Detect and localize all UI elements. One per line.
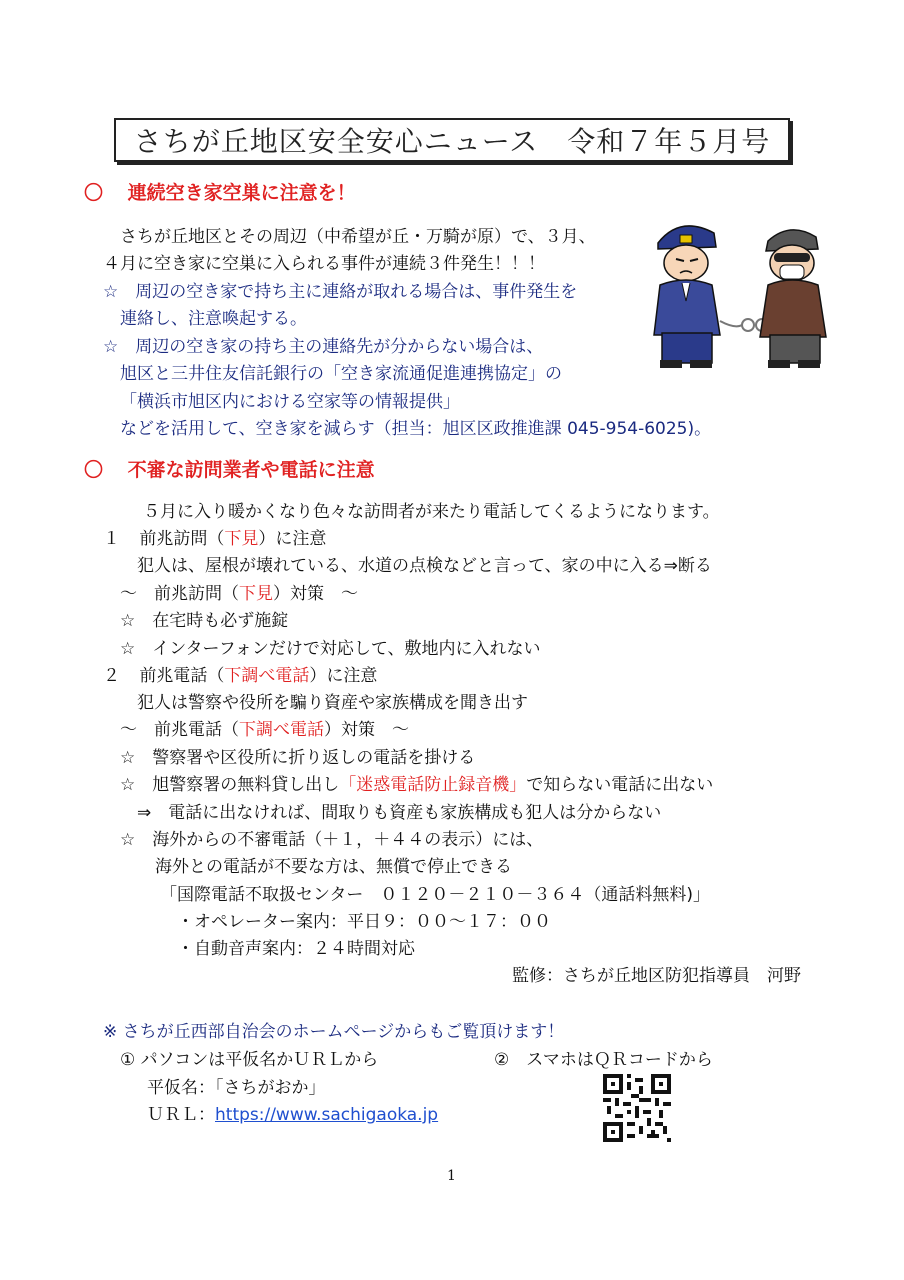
title-box <box>114 118 790 162</box>
item2-measure-pre: ～ 前兆電話（ <box>120 720 239 740</box>
item2-number: ２ <box>103 666 120 686</box>
section1-line-8: などを活用して、空き家を減らす（担当：旭区区政推進課 045-954-6025)。 <box>120 419 712 439</box>
item1-number: １ <box>103 529 120 549</box>
section1-heading: 連続空き家空巣に注意を！ <box>127 182 356 204</box>
section1-line-7: 「横浜市旭区内における空家等の情報提供」 <box>120 392 460 412</box>
item1-post: ）に注意 <box>258 529 327 549</box>
item1-measure-post: ）対策 ～ <box>273 584 358 604</box>
hours-operator: ・オペレーター案内：平日９：００～１７：００ <box>177 912 551 932</box>
section1-line-4: 連絡し、注意喚起する。 <box>120 309 307 329</box>
section1-line-3: ☆ 周辺の空き家で持ち主に連絡が取れる場合は、事件発生を <box>103 282 578 302</box>
item1-desc: 犯人は、屋根が壊れている、水道の点検などと言って、家の中に入る⇒断る <box>137 556 712 576</box>
item2-measure <box>120 715 409 740</box>
page-title: さちが丘地区安全安心ニュース 令和７年５月号 <box>133 125 771 158</box>
item2-tip-2-red: 「迷惑電話防止録音機」 <box>339 775 527 795</box>
item2-tip-3-sub: 海外との電話が不要な方は、無償で停止できる <box>155 857 512 877</box>
item2-post: ）に注意 <box>309 666 378 686</box>
section2-heading-row <box>84 455 375 482</box>
hours-auto: ・自動音声案内：２４時間対応 <box>177 939 415 959</box>
section1-bullet: 〇 <box>84 182 104 204</box>
item1-measure-red: 下見 <box>239 584 273 604</box>
item2-tip-2 <box>120 770 713 795</box>
item2-tip-2-pre: ☆ 旭警察署の無料貸し出し <box>120 775 340 795</box>
page-number: 1 <box>447 1168 456 1184</box>
section1-line-6: 旭区と三井住友信託銀行の「空き家流通促進連携協定」の <box>120 364 562 384</box>
item1-tip-1: ☆ 在宅時も必ず施錠 <box>120 611 289 631</box>
item1-title <box>103 524 326 549</box>
homepage-link[interactable]: https://www.sachigaoka.jp <box>215 1105 439 1125</box>
item2-tip-2-post: で知らない電話に出ない <box>526 775 714 795</box>
item2-red: 下調べ電話 <box>224 666 310 686</box>
section1-line-1: さちが丘地区とその周辺（中希望が丘・万騎が原）で、３月、 <box>120 227 596 247</box>
item1-measure <box>120 579 358 604</box>
item1-measure-pre: ～ 前兆訪問（ <box>120 584 239 604</box>
supervisor: 監修：さちが丘地区防犯指導員 河野 <box>512 966 801 986</box>
item2-pre: 前兆電話（ <box>139 666 225 686</box>
section1-line-2: ４月に空き家に空巣に入られる事件が連続３件発生！！！ <box>103 254 545 274</box>
url-label: ＵＲＬ： <box>147 1105 215 1125</box>
item2-desc: 犯人は警察や役所を騙り資産や家族構成を聞き出す <box>137 693 528 713</box>
section1-heading-row <box>84 178 356 205</box>
police-thief-illustration <box>640 205 860 375</box>
item2-tip-3: ☆ 海外からの不審電話（＋１，＋４４の表示）には、 <box>120 830 544 850</box>
item2-tip-1: ☆ 警察署や区役所に折り返しの電話を掛ける <box>120 748 476 768</box>
section2-intro: ５月に入り暖かくなり色々な訪問者が来たり電話してくるようになります。 <box>143 502 720 522</box>
item2-title <box>103 661 377 686</box>
item2-measure-red: 下調べ電話 <box>239 720 324 740</box>
pc-instruction: ① パソコンは平仮名かＵＲＬから <box>120 1050 379 1070</box>
section2-heading: 不審な訪問業者や電話に注意 <box>127 459 375 481</box>
item1-tip-2: ☆ インターフォンだけで対応して、敷地内に入れない <box>120 639 541 659</box>
section2-bullet: 〇 <box>84 459 104 481</box>
item2-measure-post: ）対策 ～ <box>324 720 409 740</box>
intl-call-center: 「国際電話不取扱センター ０１２０－２１０－３６４（通話料無料)」 <box>160 885 710 905</box>
section1-line-5: ☆ 周辺の空き家の持ち主の連絡先が分からない場合は、 <box>103 337 544 357</box>
item2-tip-2-sub: ⇒ 電話に出なければ、間取りも資産も家族構成も犯人は分からない <box>137 803 662 823</box>
item1-red: 下見 <box>224 529 259 549</box>
url-row <box>147 1100 438 1125</box>
item1-pre: 前兆訪問（ <box>139 529 225 549</box>
qr-code <box>603 1074 671 1142</box>
hiragana-name: 平仮名：「さちがおか」 <box>147 1078 326 1098</box>
smartphone-instruction: ② スマホはＱＲコードから <box>494 1050 713 1070</box>
homepage-note: ※ さちが丘西部自治会のホームページからもご覧頂けます！ <box>103 1022 565 1042</box>
